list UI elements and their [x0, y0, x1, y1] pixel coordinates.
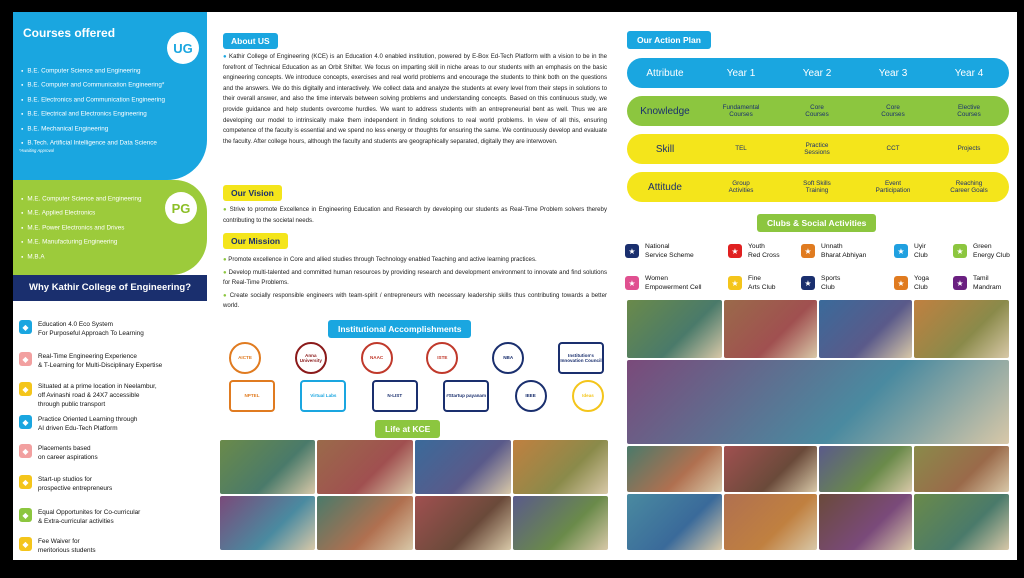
- red-cross-icon: ★: [728, 244, 742, 258]
- plan-cell: Projects: [957, 145, 981, 153]
- bullet-icon: ●: [223, 269, 229, 276]
- plan-cell: Group Activities: [728, 179, 754, 194]
- why-item: [19, 475, 112, 493]
- plan-cell: Practice Sessions: [804, 141, 830, 156]
- accreditation-logo: [443, 380, 489, 412]
- engineering-icon: ◆: [19, 352, 32, 366]
- club-item: [728, 274, 776, 292]
- nss-icon: ★: [625, 244, 639, 258]
- plan-cell: Reaching Career Goals: [950, 179, 988, 194]
- plan-header-cell: Year 2: [802, 67, 832, 79]
- accreditation-logo: [372, 380, 418, 412]
- logo-label: IEEE: [525, 393, 536, 399]
- mission-item: [223, 255, 607, 266]
- logo-label: NAAC: [369, 355, 384, 361]
- plan-row-attitude: [627, 172, 1009, 202]
- why-item: [19, 352, 162, 370]
- ug-course-item: ● B.E. Electrical and Electronics Engineering: [21, 107, 165, 121]
- club-item: [894, 274, 929, 292]
- pg-course-item: ● M.E. Applied Electronics: [21, 206, 142, 220]
- about-us-text: [223, 52, 607, 147]
- logo-label: NPTEL: [244, 393, 260, 399]
- why-item-text: Equal Opportunites for Co-curricular & Extra-curricular activities: [38, 509, 141, 525]
- photo: [415, 496, 511, 550]
- plan-cell: Fundamental Courses: [722, 103, 760, 118]
- courses-offered-title: Courses offered: [23, 26, 116, 40]
- plan-cell: Soft Skills Training: [803, 179, 831, 194]
- club-item: [625, 242, 694, 260]
- why-item-text: Placements based on career aspirations: [38, 445, 98, 461]
- photo: [724, 494, 817, 550]
- club-label: Tamil Mandram: [973, 275, 1002, 291]
- accreditation-logo: [361, 342, 393, 374]
- logo-label: ISTE: [437, 355, 448, 361]
- logo-label: #Startup payanam: [446, 393, 487, 399]
- club-label: Fine Arts Club: [748, 275, 776, 291]
- mission-item: [223, 268, 607, 289]
- club-label: Unnath Bharat Abhiyan: [821, 243, 867, 259]
- plan-header-cell: Year 1: [726, 67, 756, 79]
- life-at-kce-title: Life at KCE: [375, 420, 440, 438]
- ug-course-item: ● B.Tech. Artificial Intelligence and Data Science: [21, 136, 165, 150]
- why-item-text: Education 4.0 Eco System For Purposeful Approach To Learning: [38, 321, 144, 337]
- approval-note: *Awaiting Approval: [19, 148, 54, 153]
- mission-text: Promote excellence in Core and allied studies through Technology enabled Teaching and active learning practices.: [228, 256, 537, 263]
- club-item: [953, 242, 1010, 260]
- plan-cell: Core Courses: [881, 103, 905, 118]
- photo: [819, 300, 912, 358]
- bullet-icon: ●: [223, 292, 230, 299]
- ug-course-list: [21, 64, 165, 150]
- pg-course-item: ● M.E. Computer Science and Engineering: [21, 192, 142, 206]
- photo: [724, 446, 817, 492]
- photo: [627, 300, 722, 358]
- mission-text: Create socially responsible engineers with team-spirit / entrepreneurs with necessary leadership skills thus contributing towards a better world.: [223, 291, 607, 310]
- club-item: [625, 274, 702, 292]
- why-item: [19, 537, 96, 555]
- photo: [627, 360, 1009, 444]
- plan-cell: Event Participation: [875, 179, 911, 194]
- pg-course-item: ● M.E. Manufacturing Engineering: [21, 235, 142, 249]
- plan-attribute: Attitude: [648, 181, 682, 193]
- photo: [317, 496, 413, 550]
- logo-label: N-LIST: [387, 393, 403, 399]
- photo: [220, 440, 315, 494]
- why-item-text: Fee Waiver for meritorious students: [38, 538, 96, 554]
- ug-course-item: ● B.E. Mechanical Engineering: [21, 122, 165, 136]
- plan-header-cell: Year 3: [878, 67, 908, 79]
- accreditation-logo: [492, 342, 524, 374]
- bullet-icon: ●: [223, 207, 230, 213]
- about-us-title: About US: [223, 33, 278, 49]
- photo: [914, 300, 1009, 358]
- accreditation-logo: [300, 380, 346, 412]
- life-photo-grid: [220, 440, 604, 550]
- photo: [914, 446, 1009, 492]
- mission-text: Develop multi-talented and committed human resources by providing research and development environment to innovate and find solutions for Real-Time Problems.: [223, 268, 607, 287]
- clubs-title: Clubs & Social Activities: [757, 214, 876, 232]
- pg-course-item: ● M.B.A: [21, 250, 142, 264]
- photo: [627, 494, 722, 550]
- vision-text: [223, 205, 607, 226]
- fee-icon: ◆: [19, 537, 32, 551]
- why-kce-list: [13, 304, 207, 560]
- sports-icon: ★: [801, 276, 815, 290]
- ug-course-item: ● B.E. Electronics and Communication Engineering: [21, 93, 165, 107]
- ug-course-item: ● B.E. Computer Science and Engineering: [21, 64, 165, 78]
- mission-item: [223, 291, 607, 312]
- right-panel: [617, 12, 1017, 560]
- photo: [627, 446, 722, 492]
- ai-icon: ◆: [19, 415, 32, 429]
- photo: [914, 494, 1009, 550]
- accreditation-logo: [295, 342, 327, 374]
- logo-label: AICTE: [238, 355, 252, 361]
- left-panel: [13, 12, 207, 560]
- club-photo-grid: [627, 300, 1009, 550]
- mission-title: Our Mission: [223, 233, 288, 249]
- bullet-icon: ●: [223, 257, 229, 263]
- plan-row-skill: [627, 134, 1009, 164]
- plan-row-knowledge: [627, 96, 1009, 126]
- club-label: Youth Red Cross: [748, 243, 780, 259]
- logo-label: Ideas: [582, 393, 594, 399]
- logo-label: Virtual Labs: [310, 393, 337, 399]
- why-item-text: Practice Oriented Learning through AI driven Edu-Tech Platform: [38, 416, 138, 432]
- logo-label: Anna University: [299, 352, 322, 363]
- plan-attribute: Skill: [655, 143, 675, 155]
- photo: [220, 496, 315, 550]
- photo: [819, 494, 912, 550]
- logos-row-2: [229, 379, 604, 413]
- club-item: [894, 242, 928, 260]
- chat-icon: ◆: [19, 320, 32, 334]
- placement-icon: ◆: [19, 444, 32, 458]
- ug-badge: UG: [167, 32, 199, 64]
- uyir-icon: ★: [894, 244, 908, 258]
- accreditation-logo: [426, 342, 458, 374]
- accomplishments-title: Institutional Accomplishments: [328, 320, 471, 338]
- club-item: [801, 242, 866, 260]
- ug-course-item: ● B.E. Computer and Communication Engineering*: [21, 78, 165, 92]
- why-kce-title: Why Kathir College of Engineering?: [13, 275, 207, 301]
- plan-cell: CCT: [886, 145, 900, 153]
- why-item-text: Real-Time Engineering Experience & T-Learning for Multi-Disciplinary Expertise: [38, 353, 163, 369]
- club-label: Yoga Club: [914, 275, 930, 291]
- accreditation-logo: [229, 342, 261, 374]
- plan-header-cell: Attribute: [646, 67, 684, 79]
- photo: [819, 446, 912, 492]
- club-item: [953, 274, 1001, 292]
- middle-panel: [207, 12, 617, 560]
- club-label: Green Energy Club: [973, 243, 1010, 259]
- why-item: [19, 444, 98, 462]
- photo: [317, 440, 413, 494]
- club-label: Sports Club: [821, 275, 841, 291]
- logo-label: Institution's Innovation Council: [560, 352, 602, 363]
- unnath-icon: ★: [801, 244, 815, 258]
- accreditation-logo: [558, 342, 604, 374]
- pg-course-list: [21, 192, 142, 264]
- activities-icon: ◆: [19, 508, 32, 522]
- club-item: [728, 242, 780, 260]
- plan-cell: Core Courses: [805, 103, 829, 118]
- action-plan-title: Our Action Plan: [627, 31, 711, 49]
- why-item: [19, 415, 137, 433]
- fine-arts-icon: ★: [728, 276, 742, 290]
- pg-badge: PG: [165, 192, 197, 224]
- photo: [513, 496, 608, 550]
- bullet-icon: ●: [223, 54, 229, 60]
- accreditation-logo: [572, 380, 604, 412]
- plan-cell: Elective Courses: [957, 103, 981, 118]
- about-us-body: Kathir College of Engineering (KCE) is an Education 4.0 enabled institution, powered by E-Box Ed-Tech Platform with a vision to be in the forefront of Technical Education as an Orbit Shifter. We focus on imparting skill in niche areas to our students with an emphasis on the basic engineering concepts. We introduce concepts, exercises and real world problems and encourage the students to think both on the questions and the answers. We do this digitally and interactively. We collect data and analyze the students at every level from their steps in solutions to their overall answer, and also the time intervals between solving problems and understanding concepts. Based on this continuous study, we provide guidance and help students overcome hurdles. We want to address students with an entrepreneurial bent as well. Thus we are developing our model to intrinsically make them independent in finding solutions to real world problems. In view of all this, ensuring competence of the faculty is essential and we spend no less energy or thoughts for ensuring the same. We continuously develop and evaluate the faculty. After college hours, although the faculty and students are geographically separated, digitally they are interwoven.: [223, 53, 607, 145]
- yoga-icon: ★: [894, 276, 908, 290]
- logo-label: NBA: [503, 355, 514, 361]
- tamil-icon: ★: [953, 276, 967, 290]
- why-item-text: Situated at a prime location in Neelambur, off Avinashi road & 24X7 accessible through public transport: [38, 383, 157, 408]
- mission-list: [223, 255, 607, 312]
- why-item-text: Start-up studios for prospective entrepreneurs: [38, 476, 113, 492]
- club-label: Women Empowerment Cell: [645, 275, 702, 291]
- plan-cell: TEL: [735, 145, 747, 153]
- ug-courses-panel: [13, 12, 207, 180]
- plan-attribute: Knowledge: [640, 105, 690, 117]
- plan-header-cell: Year 4: [954, 67, 984, 79]
- plan-header-row: [627, 58, 1009, 88]
- pg-course-item: ● M.E. Power Electronics and Drives: [21, 221, 142, 235]
- why-item: [19, 382, 157, 409]
- green-energy-icon: ★: [953, 244, 967, 258]
- vision-body: Strive to promote Excellence in Engineering Education and Research by developing our students as Real-Time Problem solvers thereby contributing to the societal needs.: [223, 206, 607, 224]
- club-item: [801, 274, 840, 292]
- women-icon: ★: [625, 276, 639, 290]
- accreditation-logo: [229, 380, 275, 412]
- why-item: [19, 508, 140, 526]
- club-label: National Service Scheme: [645, 243, 694, 259]
- club-label: Uyir Club: [914, 243, 928, 259]
- why-item: [19, 320, 144, 338]
- vision-title: Our Vision: [223, 185, 282, 201]
- photo: [724, 300, 817, 358]
- photo: [415, 440, 511, 494]
- startup-icon: ◆: [19, 475, 32, 489]
- accreditation-logo: [515, 380, 547, 412]
- pg-courses-panel: [13, 180, 207, 275]
- photo: [513, 440, 608, 494]
- logos-row-1: [229, 341, 604, 375]
- location-icon: ◆: [19, 382, 32, 396]
